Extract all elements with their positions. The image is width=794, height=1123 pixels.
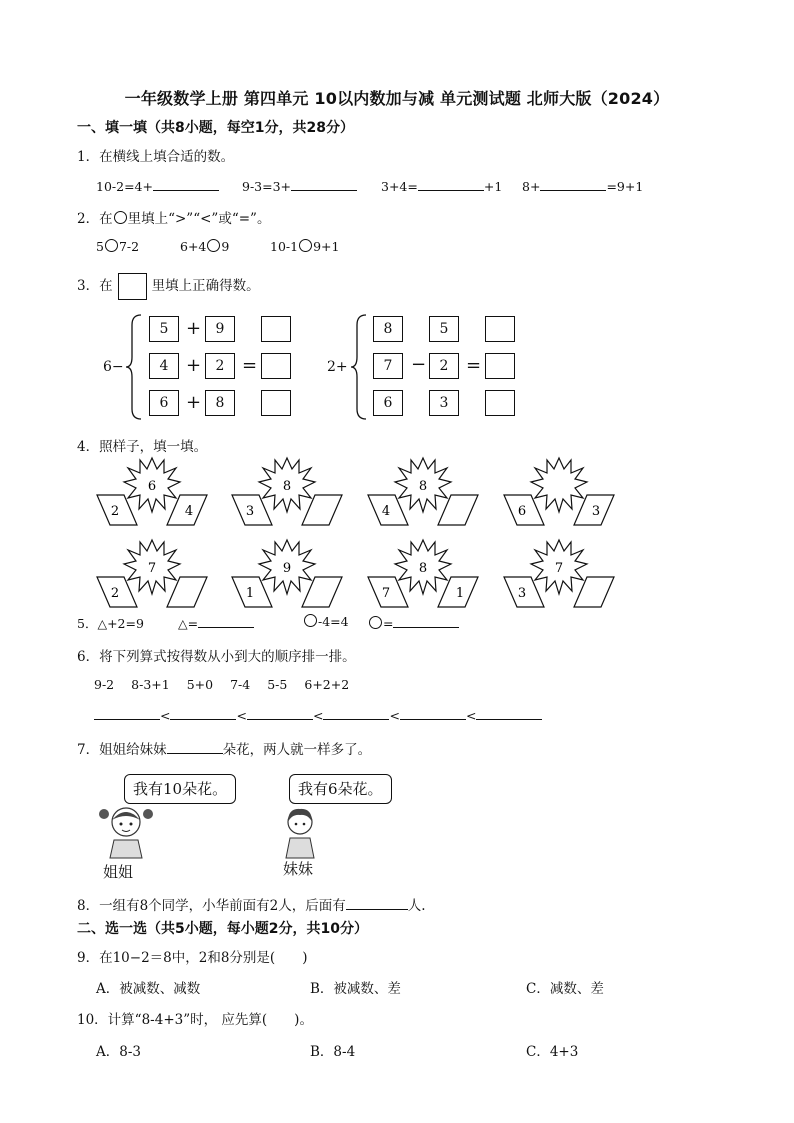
compare-circle[interactable] (207, 239, 220, 252)
q9-option-c[interactable]: C．减数、差 (526, 981, 604, 997)
q3-left-row3-b: 8 (205, 390, 235, 416)
q10-option-c[interactable]: C．4+3 (526, 1044, 579, 1060)
compare-circle[interactable] (105, 239, 118, 252)
question-2-item-2: 6+4 9 (180, 239, 230, 254)
q3-left-row2-a: 4 (149, 353, 179, 379)
question-6-items: 9-2 8-3+1 5+0 7-4 5-5 6+2+2 (94, 677, 350, 692)
answer-blank[interactable] (198, 614, 254, 628)
burst-number: 9 (282, 561, 292, 576)
q3-answer-box[interactable] (261, 316, 291, 342)
right-parallelogram-shape (302, 577, 342, 607)
question-1-label: 1．在横线上填合适的数。 (77, 149, 235, 165)
q3-left-row3-a: 6 (149, 390, 179, 416)
q3-right-row1-a: 8 (373, 316, 403, 342)
q3-answer-box[interactable] (261, 390, 291, 416)
left-number: 2 (110, 504, 120, 519)
question-2-item-3: 10-1 9+1 (270, 239, 340, 254)
right-number: 4 (184, 504, 194, 519)
answer-blank[interactable] (291, 177, 357, 191)
right-number: 1 (455, 586, 465, 601)
q3-answer-box[interactable] (485, 353, 515, 379)
circle-icon (369, 616, 382, 629)
left-number: 4 (381, 504, 391, 519)
q3-left-row1-b: 9 (205, 316, 235, 342)
q3-answer-box[interactable] (485, 390, 515, 416)
question-5: 5．△+2=9 (77, 616, 144, 631)
answer-blank[interactable] (170, 706, 236, 720)
q3-answer-box[interactable] (485, 316, 515, 342)
answer-blank[interactable] (323, 706, 389, 720)
compare-circle[interactable] (299, 239, 312, 252)
right-number: 3 (591, 504, 601, 519)
q3-left-equals: = (242, 355, 258, 376)
answer-blank[interactable] (418, 177, 484, 191)
q3-right-row3-a: 6 (373, 390, 403, 416)
q3-left-prefix: 6− (103, 359, 124, 375)
burst-group (358, 537, 488, 617)
q3-right-row1-b: 5 (429, 316, 459, 342)
question-1-item-4: 8+ =9+1 (522, 179, 644, 194)
older-sister-icon (96, 800, 156, 860)
left-number: 3 (517, 586, 527, 601)
burst-group (494, 455, 624, 535)
q3-right-row2-b: 2 (429, 353, 459, 379)
left-brace-icon (349, 313, 369, 421)
burst-number: 8 (418, 561, 428, 576)
question-2-item-1: 5 7-2 (96, 239, 140, 254)
name-older-sister: 姐姐 (103, 863, 134, 881)
left-number: 1 (245, 586, 255, 601)
q3-right-row3-b: 3 (429, 390, 459, 416)
answer-blank[interactable] (94, 706, 160, 720)
burst-number: 6 (147, 479, 157, 494)
question-8-label: 8．一组有8个同学，小华前面有2人，后面有 人. (77, 898, 426, 914)
q3-right-equals: = (466, 355, 482, 376)
burst-group (494, 537, 624, 617)
q3-left-row1-a: 5 (149, 316, 179, 342)
left-brace-icon (124, 313, 144, 421)
left-number: 6 (517, 504, 527, 519)
answer-blank[interactable] (153, 177, 219, 191)
q3-answer-box[interactable] (261, 353, 291, 379)
name-younger-sister: 妹妹 (283, 860, 314, 878)
answer-blank[interactable] (400, 706, 466, 720)
question-1-item-3: 3+4= +1 (381, 179, 503, 194)
answer-blank[interactable] (247, 706, 313, 720)
question-4-label: 4．照样子，填一填。 (77, 439, 208, 455)
q9-option-a[interactable]: A．被减数、减数 (96, 981, 201, 997)
question-9-label: 9．在10−2＝8中，2和8分别是( ) (77, 950, 308, 966)
burst-group (222, 537, 352, 617)
burst-group (358, 455, 488, 535)
question-1-item-1: 10-2=4+ (96, 177, 219, 194)
question-3-label: 3．在 里填上正确得数。 (77, 273, 260, 300)
left-number: 2 (110, 586, 120, 601)
question-5-circle-eq: -4=4 (303, 614, 349, 629)
question-1-item-2: 9-3=3+ (242, 177, 357, 194)
answer-blank[interactable] (167, 740, 223, 754)
burst-number: 7 (554, 561, 564, 576)
q10-option-b[interactable]: B．8-4 (310, 1044, 356, 1060)
question-7-label: 7．姐姐给妹妹 朵花，两人就一样多了。 (77, 742, 372, 758)
right-parallelogram-shape (167, 577, 207, 607)
q9-option-b[interactable]: B．被减数、差 (310, 981, 401, 997)
q10-option-a[interactable]: A．8-3 (96, 1044, 141, 1060)
burst-number: 7 (147, 561, 157, 576)
answer-blank[interactable] (540, 177, 606, 191)
question-2-label: 2．在 里填上“>”“<”或“=”。 (77, 211, 271, 227)
right-parallelogram-shape (574, 577, 614, 607)
section-2-heading: 二、选一选（共5小题，每小题2分，共10分） (77, 921, 368, 937)
right-parallelogram-shape (438, 495, 478, 525)
q3-left-row2-b: 2 (205, 353, 235, 379)
q3-left-row2-op: + (186, 355, 202, 376)
left-number: 7 (381, 586, 391, 601)
q3-right-minus: − (411, 354, 427, 375)
circle-icon (114, 211, 127, 224)
burst-number: 8 (418, 479, 428, 494)
answer-blank[interactable] (393, 614, 459, 628)
answer-blank[interactable] (346, 896, 408, 910)
burst-group (222, 455, 352, 535)
section-1-heading: 一、填一填（共8小题，每空1分，共28分） (77, 120, 354, 136)
question-6-label: 6．将下列算式按得数从小到大的顺序排一排。 (77, 649, 356, 665)
right-parallelogram-shape (302, 495, 342, 525)
q3-right-prefix: 2+ (327, 359, 348, 375)
q3-left-row3-op: + (186, 392, 202, 413)
younger-sister-icon (280, 804, 320, 860)
speech-bubble-left: 我有10朵花。 (124, 774, 236, 804)
square-icon (118, 273, 147, 300)
circle-icon (304, 614, 317, 627)
burst-group (87, 455, 217, 535)
left-number: 3 (245, 504, 255, 519)
question-5-circle: = (368, 614, 459, 631)
q3-left-row1-op: + (186, 318, 202, 339)
burst-group (87, 537, 217, 617)
page-title: 一年级数学上册 第四单元 10以内数加与减 单元测试题 北师大版（2024） (124, 89, 670, 108)
q3-right-row2-a: 7 (373, 353, 403, 379)
answer-blank[interactable] (476, 706, 542, 720)
burst-number: 8 (282, 479, 292, 494)
speech-bubble-right: 我有6朵花。 (289, 774, 392, 804)
question-10-label: 10．计算“8-4+3”时， 应先算( )。 (77, 1012, 313, 1028)
question-6-order-line: < < < < < (94, 706, 542, 723)
burst-shape (531, 458, 587, 512)
question-5-triangle: △= (178, 614, 254, 631)
q4-groups (0, 455, 794, 605)
